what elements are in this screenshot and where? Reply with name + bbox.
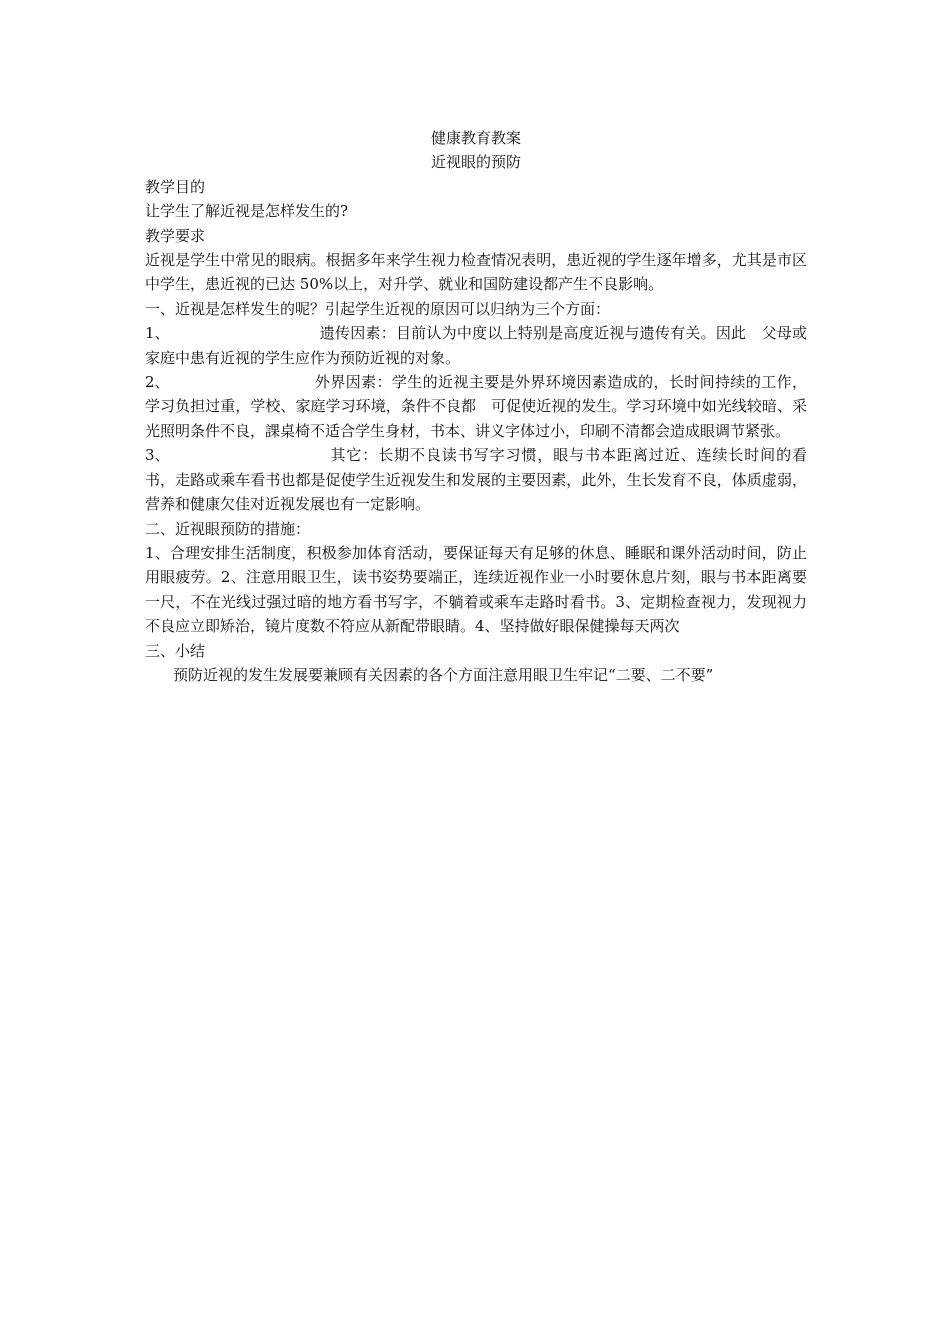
cause-item-1	[145, 321, 807, 370]
section-1-heading: 一、近视是怎样发生的呢？引起学生近视的原因可以归纳为三个方面：	[145, 299, 611, 318]
prevention-measures-text: 1、合理安排生活制度，积极参加体育活动，要保证每天有足够的休息、睡眠和课外活动时间，防止用眼疲劳。2、注意用眼卫生，读书姿势要端正，连续近视作业一小时要休息片刻，眼与书本距离要一尺，不在光线过强过暗的地方看书写字，不躺着或乘车走路时看书。3、定期检查视力，发现视力不良应立即矫治，镜片度数不符应从新配带眼睛。4、坚持做好眼保健操每天两次	[145, 543, 807, 636]
summary-text: 预防近视的发生发展要兼顾有关因素的各个方面注意用眼卫生牢记“二要、二不要”	[173, 665, 714, 684]
cause-item-2	[145, 370, 807, 443]
cause-item-3-text: 其它：长期不良读书写字习惯，眼与书本距离过近、连续长时间的看书，走路或乘车看书也都是促使学生近视发生和发展的主要因素，此外，生长发育不良，体质虚弱， 营养和健康欠佳对近视发展也有一定影响。	[145, 446, 807, 514]
teaching-goal-text: 让学生了解近视是怎样发生的?	[145, 202, 349, 221]
teaching-requirement-text: 近视是学生中常见的眼病。根据多年来学生视力检查情况表明，患近视的学生逐年增多，尤其是市区中学生，患近视的已达 50%以上，对升学、就业和国防建设都产生不良影响。	[145, 251, 807, 294]
cause-item-2-number: 2、	[145, 373, 170, 392]
document-page	[145, 126, 807, 687]
document-title: 健康教育教案	[430, 129, 521, 147]
cause-item-1-text: 遗传因素：目前认为中度以上特别是高度近视与遗传有关。因此 父母或家庭中患有近视的学生应作为预防近视的对象。	[145, 324, 807, 367]
cause-item-1-number: 1、	[145, 324, 170, 343]
cause-item-2-text: 外界因素：学生的近视主要是外界环境因素造成的，长时间持续的工作，学习负担过重，学校、家庭学习环境，条件不良都 可促使近视的发生。学习环境中如光线较暗、采光照明条件不良，課桌椅不适合学生身材，书本、讲义字体过小，印刷不清都会造成眼调节紧张。	[145, 373, 807, 440]
heading-teaching-requirement: 教学要求	[145, 226, 206, 245]
cause-item-3	[145, 443, 807, 516]
section-2-heading: 二、近视眼预防的措施：	[145, 519, 311, 538]
heading-teaching-goal: 教学目的	[145, 177, 206, 196]
section-3-heading: 三、小结	[145, 641, 206, 660]
document-subtitle: 近视眼的预防	[430, 153, 521, 172]
cause-item-3-number: 3、	[145, 446, 170, 465]
